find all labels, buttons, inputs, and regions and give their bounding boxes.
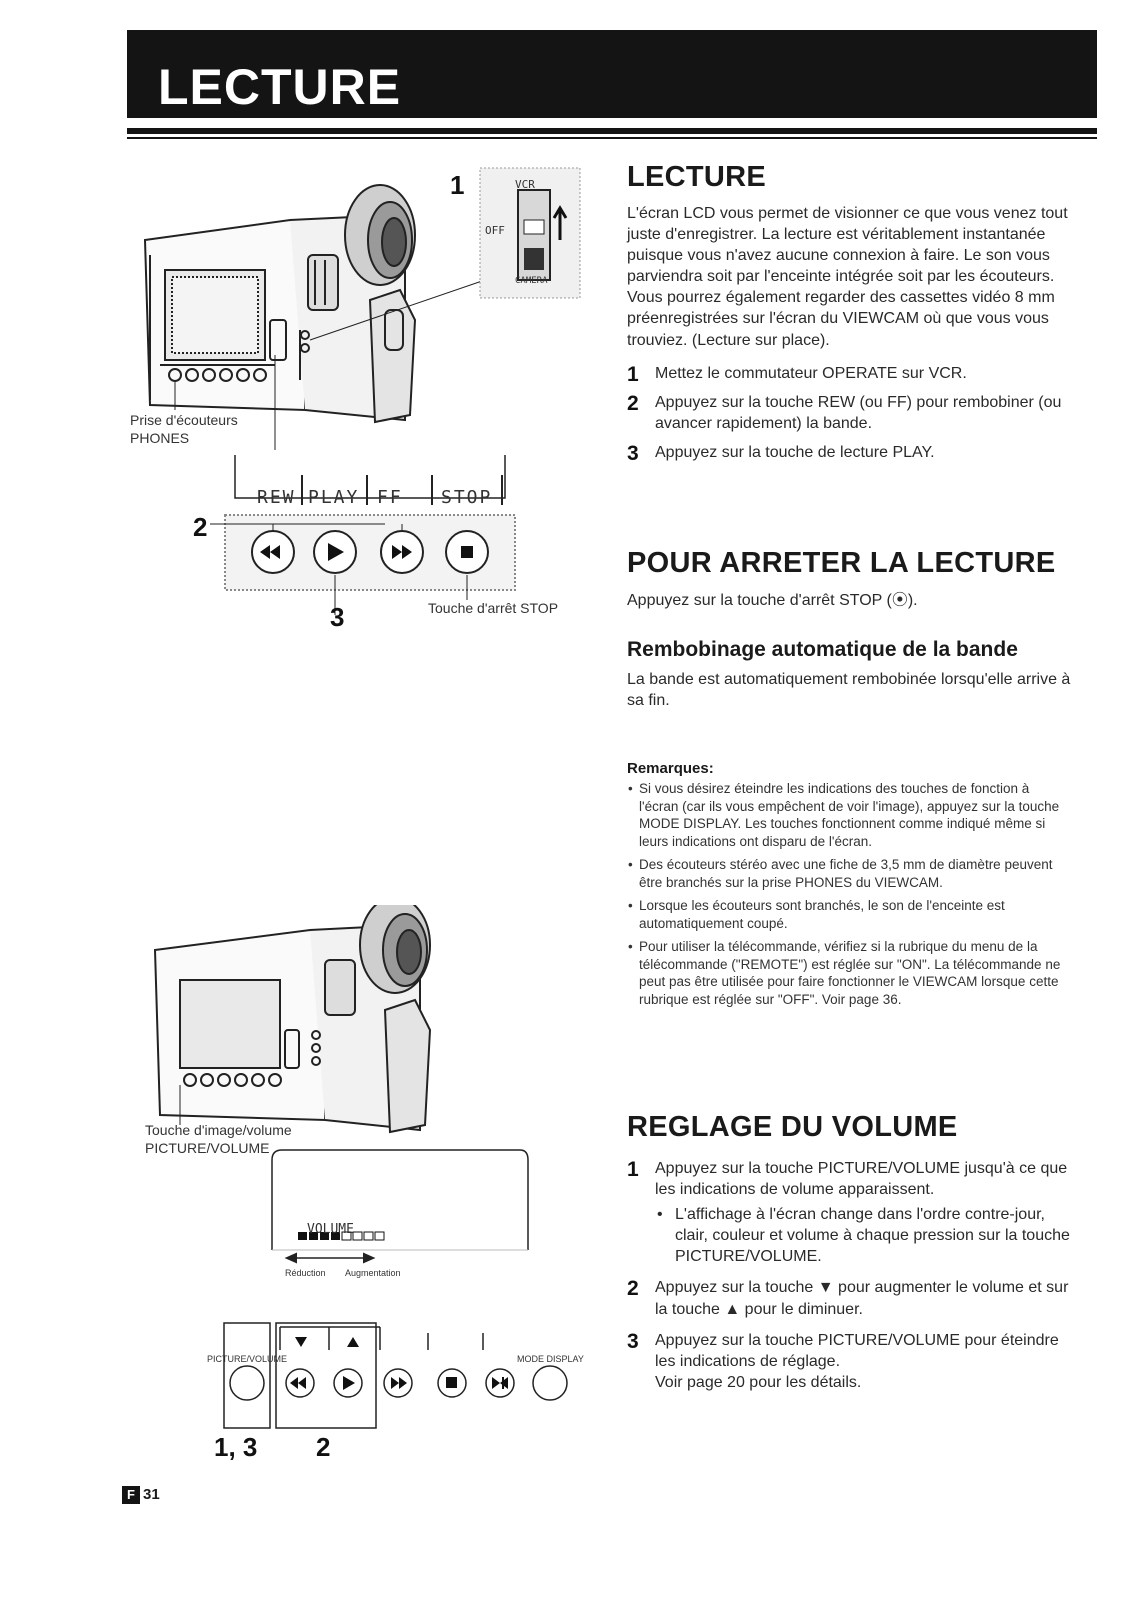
callout-2: 2 (193, 512, 208, 542)
play-label: PLAY (308, 487, 360, 508)
step-number: 3 (627, 441, 639, 465)
header-rule-thin (127, 137, 1097, 139)
remark-item: • Des écouteurs stéréo avec une fiche de 3,5 mm de diamètre peuvent être branchés sur la prise PHONES du VIEWCAM. (627, 856, 1072, 891)
picture-volume-label-line1: Touche d'image/volume (145, 1122, 292, 1138)
step-text: Appuyez sur la touche ▼ pour augmenter le volume et sur la touche ▲ pour le diminuer. (655, 1279, 1069, 1318)
rewind-text: La bande est automatiquement rembobinée lorsqu'elle arrive à sa fin. (627, 671, 1071, 710)
rewind-heading: Rembobinage automatique de la bande (627, 638, 1018, 661)
page-title: LECTURE (158, 59, 402, 115)
step-text: Appuyez sur la touche PICTURE/VOLUME pour éteindre les indications de réglage. (655, 1331, 1059, 1370)
volume-bar-segment (353, 1232, 362, 1240)
header-rule (127, 128, 1097, 134)
rew-label: REW (257, 487, 296, 508)
stop-heading: POUR ARRETER LA LECTURE (627, 547, 1056, 579)
volume-step-1-note: • L'affichage à l'écran change dans l'ordre contre-jour, clair, couleur et volume à chaque pression sur la touche PICTURE/VOLUME. (655, 1204, 1072, 1267)
stop-button-label: Touche d'arrêt STOP (428, 600, 559, 616)
volume-step-3-extra: Voir page 20 pour les détails. (655, 1373, 862, 1391)
callout-2-bottom: 2 (316, 1432, 331, 1462)
stop-label: STOP (441, 487, 493, 508)
lecture-intro: L'écran LCD vous permet de visionner ce que vous venez tout juste d'enregistrer. La lecture est véritablement instantanée puisque vous n'avez aucune connexion à faire. Le son vous parviendra soit par l'enceinte intégrée soit par les écouteurs. Vous pourrez également regarder des cassettes vidéo 8 mm préenregistrées sur l'écran du VIEWCAM où que vous vous trouviez. (Lecture sur place). (627, 204, 1068, 349)
volume-bar-segment (375, 1232, 384, 1240)
page-number: 31 (143, 1486, 160, 1503)
remark-item: • Si vous désirez éteindre les indications des touches de fonction à l'écran (car ils vous empêchent de voir l'image), appuyez sur la touche MODE DISPLAY. Les touches fonctionnent comme indiqué même si leurs indications ont disparu de l'écran. (627, 780, 1072, 850)
lecture-heading: LECTURE (627, 161, 767, 193)
step-number: 1 (627, 362, 639, 386)
language-badge: F (122, 1486, 140, 1504)
remarks-section (627, 760, 1072, 1009)
step-text: Appuyez sur la touche de lecture PLAY. (655, 443, 935, 461)
callout-3: 3 (330, 602, 345, 632)
remark-item: • Pour utiliser la télécommande, vérifiez si la rubrique du menu de la télécommande ("REMOTE") est réglée sur "ON". La télécommande ne peut pas être utilisée pour faire fonctionner le VIEWCAM lorsque cette rubrique est réglée sur "OFF". Voir page 36. (627, 938, 1072, 1008)
volume-heading: REGLAGE DU VOLUME (627, 1111, 958, 1143)
phones-label-line1: Prise d'écouteurs (130, 412, 238, 428)
step-text: Appuyez sur la touche REW (ou FF) pour rembobiner (ou avancer rapidement) la bande. (655, 393, 1062, 432)
lecture-step-1 (627, 363, 1072, 384)
lecture-step-2 (627, 392, 1072, 434)
picture-volume-button-label: PICTURE/VOLUME (207, 1354, 288, 1364)
switch-vcr-label: VCR (515, 178, 535, 191)
step-number: 3 (627, 1329, 639, 1353)
camcorder-vcr-illustration (130, 160, 600, 620)
step-number: 2 (627, 391, 639, 415)
switch-camera-label: CAMERA (515, 276, 548, 286)
phones-label-line2: PHONES (130, 430, 190, 446)
stop-text: Appuyez sur la touche d'arrêt STOP (⦿). (627, 591, 918, 609)
lecture-step-3 (627, 442, 1072, 463)
volume-osd-title: VOLUME (307, 1222, 354, 1237)
step-text: Mettez le commutateur OPERATE sur VCR. (655, 364, 967, 382)
augmentation-label: Augmentation (345, 1268, 401, 1278)
callout-1-3: 1, 3 (214, 1432, 258, 1462)
switch-off-label: OFF (485, 224, 505, 237)
volume-section (627, 1112, 1072, 1393)
volume-bar-segment (364, 1232, 373, 1240)
volume-step-1 (627, 1158, 1072, 1200)
volume-step-2 (627, 1277, 1072, 1319)
step-number: 1 (627, 1157, 639, 1181)
rewind-section (627, 637, 1072, 711)
reduction-label: Réduction (285, 1268, 326, 1278)
volume-bar-segment (298, 1232, 307, 1240)
remarks-heading: Remarques: (627, 760, 714, 777)
volume-step-3 (627, 1330, 1072, 1393)
stop-section (627, 548, 1072, 611)
lecture-section (627, 162, 1072, 463)
callout-1: 1 (450, 170, 465, 200)
step-text: Appuyez sur la touche PICTURE/VOLUME jusqu'à ce que les indications de volume apparaissent. (655, 1159, 1068, 1198)
remark-item: • Lorsque les écouteurs sont branchés, le son de l'enceinte est automatiquement coupé. (627, 897, 1072, 932)
step-number: 2 (627, 1277, 639, 1301)
ff-label: FF (377, 487, 403, 508)
picture-volume-label-line2: PICTURE/VOLUME (145, 1140, 270, 1156)
mode-display-label: MODE DISPLAY (517, 1354, 584, 1364)
